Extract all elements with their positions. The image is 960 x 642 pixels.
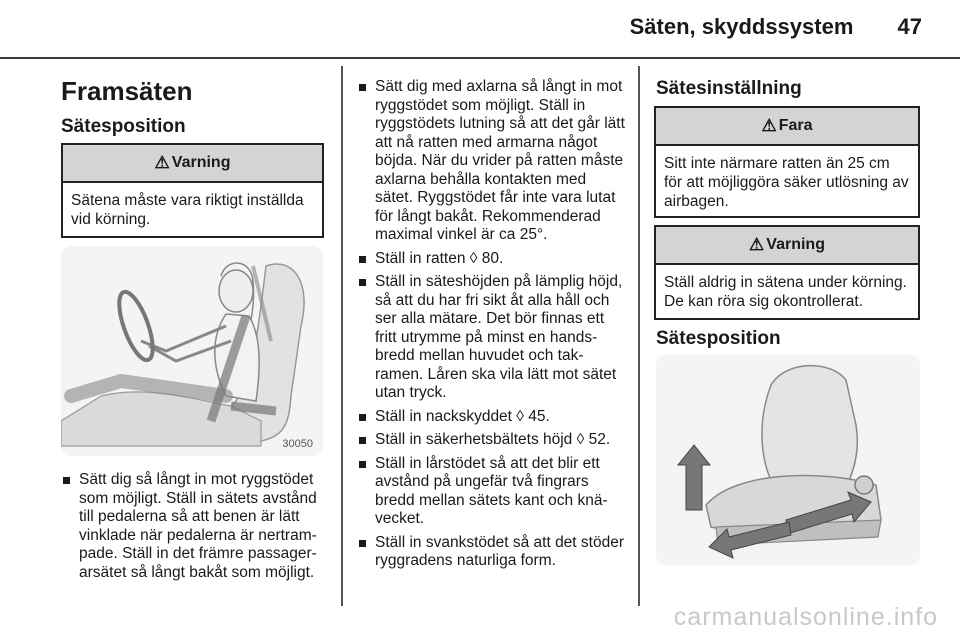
warning-icon: ⚠	[761, 116, 777, 135]
warning-box-title: ⚠ Varning	[656, 227, 918, 265]
list-item: Ställ in säkerhetsbältets höjd ◊ 52.	[357, 431, 625, 450]
page-number: 47	[897, 14, 922, 39]
seat-adjustment-drawing	[656, 355, 920, 565]
figure-number: 30050	[282, 438, 313, 450]
subheading-seat-position-2: Sätesposition	[656, 328, 781, 349]
list-item: Ställ in nackskyddet ◊ 45.	[357, 408, 625, 427]
bullet-list-col2	[357, 78, 625, 576]
warning-box-title: ⚠ Varning	[63, 145, 322, 183]
subheading-seat-adjustment: Sätesinställning	[656, 78, 802, 99]
main-heading: Framsäten	[61, 76, 193, 106]
list-item: Ställ in svankstödet så att det stöder ryggradens naturliga form.	[357, 534, 625, 571]
warning-box-1	[61, 143, 324, 238]
driver-seating-illustration	[61, 246, 323, 456]
warning-icon: ⚠	[154, 153, 170, 172]
page-header	[630, 14, 922, 40]
section-title: Säten, skyddssystem	[629, 14, 854, 39]
bullet-list-col1	[61, 471, 325, 587]
danger-box	[654, 106, 920, 218]
warning-icon: ⚠	[749, 235, 765, 254]
driver-seating-drawing	[61, 246, 323, 456]
warning-box-text: Sätena måste vara riktigt inställda vid körning.	[71, 192, 304, 228]
seat-adjustment-illustration	[656, 355, 920, 565]
list-item: Ställ in säteshöjden på lämplig höjd, så att du har fri sikt åt alla håll och ser alla mätare. Det bör finnas ett fritt utrymme på minst en handsbredd mellan huvudet och takramen. Låren ska vila lätt mot sätet utan tryck.	[357, 273, 625, 403]
column-divider-1	[341, 66, 343, 606]
danger-box-title: ⚠ Fara	[656, 108, 918, 146]
list-item: Ställ in ratten ◊ 80.	[357, 250, 625, 269]
list-item: Sätt dig så långt in mot ryggstödet som möjligt. Ställ in sätets avstånd till pedalerna så att benen är lätt vinklade när pedalerna är nertrampade. Ställ in det främre passagerarsätet så långt bakåt som möjligt.	[61, 471, 325, 582]
subheading-seat-position: Sätesposition	[61, 116, 186, 137]
warning-box-text: Ställ aldrig in sätena under körning. De kan röra sig okontrollerat.	[664, 274, 907, 310]
list-item: Sätt dig med axlarna så långt in mot ryggstödet som möjligt. Ställ in ryggstödets lutning så att det går lätt att nå ratten med armarna något böjda. När du vrider på ratten måste axlarna behålla kontakten med sätet. Ryggstödet får inte vara lutat för långt bakåt. Rekommenderad maximal vinkel är ca 25°.	[357, 78, 625, 245]
watermark: carmanualsonline.info	[673, 603, 938, 631]
header-rule	[0, 57, 960, 59]
list-item: Ställ in lårstödet så att det blir ett avstånd på ungefär två fingrars bredd mellan sätets kant och knävecket.	[357, 455, 625, 529]
column-divider-2	[638, 66, 640, 606]
danger-box-text: Sitt inte närmare ratten än 25 cm för att möjliggöra säker utlösning av airbagen.	[664, 155, 909, 210]
warning-box-2	[654, 225, 920, 320]
